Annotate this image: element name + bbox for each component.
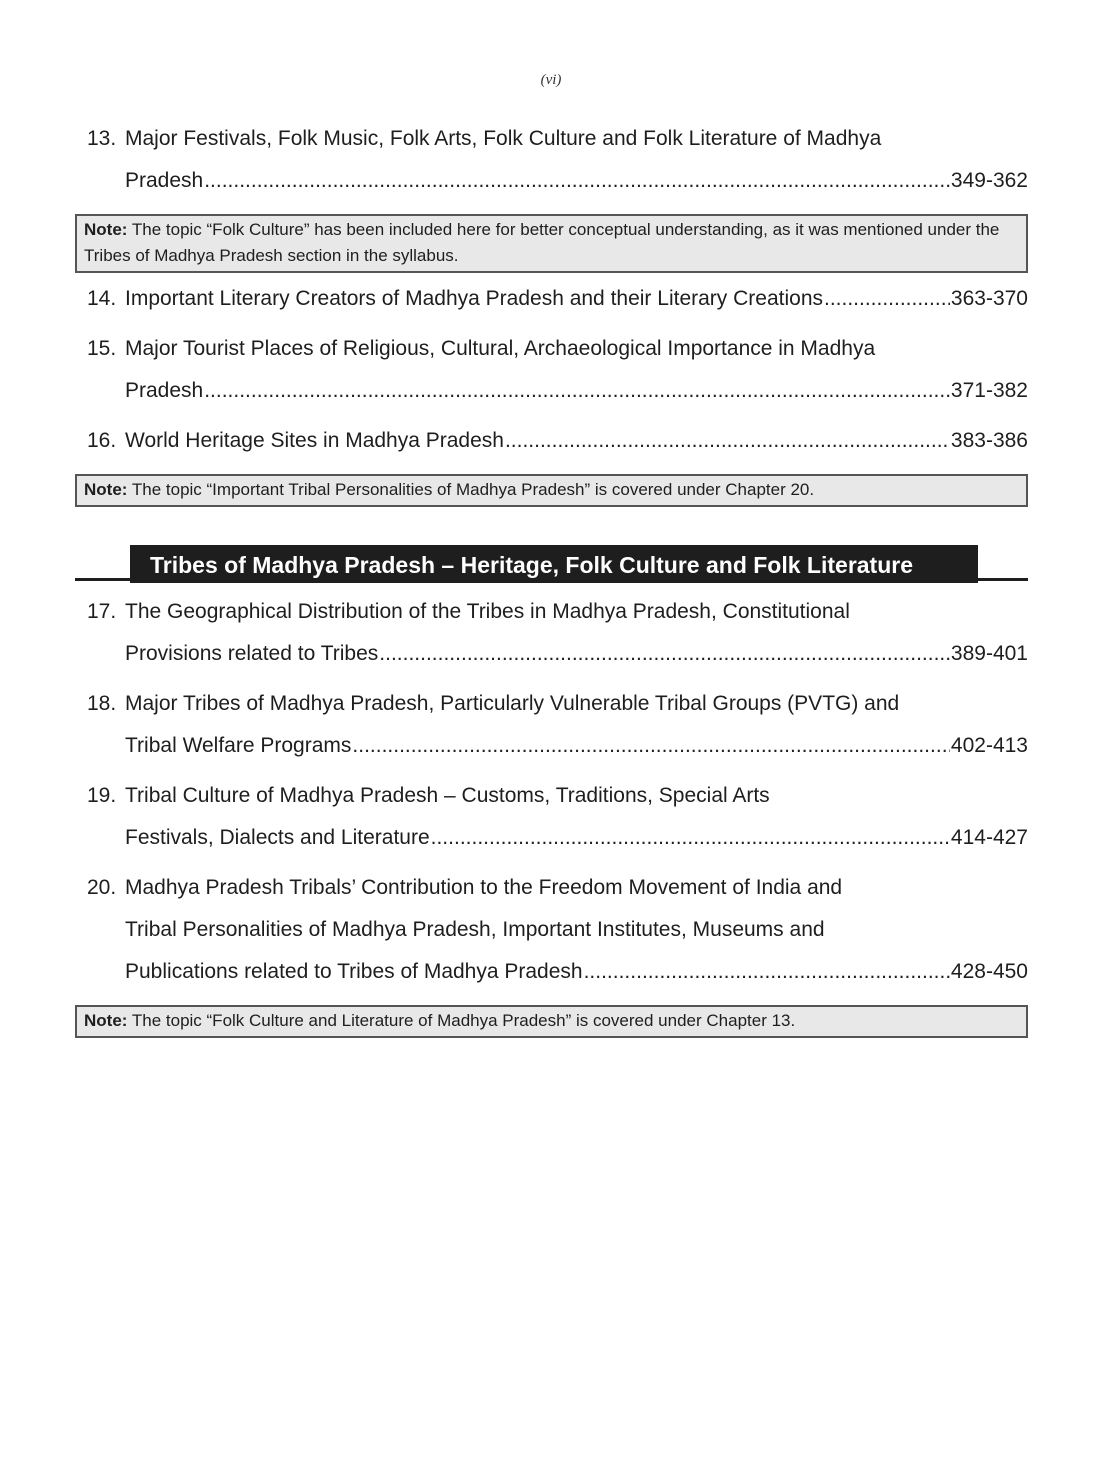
entry-spacer <box>75 993 1028 1001</box>
entry-line <box>75 328 1028 370</box>
entry-leader-line <box>75 278 1028 320</box>
chapter-number: 15. <box>87 337 117 360</box>
chapter-title-line: Major Tourist Places of Religious, Cultural, Archaeological Importance in Madhya <box>125 337 876 360</box>
toc-entry[interactable] <box>75 683 1028 775</box>
page-range: 402-413 <box>950 734 1028 757</box>
entry-spacer <box>75 767 1028 775</box>
toc-entry[interactable] <box>75 867 1028 1001</box>
section-heading <box>75 539 1028 583</box>
chapter-number: 18. <box>87 692 117 715</box>
entry-leader-line <box>75 817 1028 859</box>
dot-leader <box>505 420 950 462</box>
entry-spacer <box>75 859 1028 867</box>
dot-leader <box>379 633 950 675</box>
entry-leader-line <box>75 160 1028 202</box>
note-box <box>75 214 1028 273</box>
toc-entry[interactable] <box>75 328 1028 420</box>
note-label: Note: <box>84 220 128 239</box>
chapter-title-line: Festivals, Dialects and Literature <box>125 826 430 849</box>
page-number: (vi) <box>540 72 562 88</box>
entry-spacer <box>75 675 1028 683</box>
entry-leader-line <box>75 370 1028 412</box>
chapter-title-line: Pradesh <box>125 169 204 192</box>
note-text: The topic “Folk Culture” has been included here for better conceptual understanding, as it was mentioned under the Tribes of Madhya Pradesh section in the syllabus. <box>84 220 1000 265</box>
dot-leader <box>431 817 950 859</box>
note-box <box>75 1005 1028 1038</box>
entry-line <box>75 775 1028 817</box>
entry-line <box>75 591 1028 633</box>
chapter-title-line: Publications related to Tribes of Madhya Pradesh <box>125 960 583 983</box>
chapter-title-line: World Heritage Sites in Madhya Pradesh <box>125 429 504 452</box>
chapter-title-line: Provisions related to Tribes <box>125 642 379 665</box>
note-label: Note: <box>84 480 128 499</box>
page-range: 383-386 <box>950 429 1028 452</box>
entry-leader-line <box>75 951 1028 993</box>
page-range: 414-427 <box>950 826 1028 849</box>
toc-entry[interactable] <box>75 278 1028 328</box>
dot-leader <box>584 951 950 993</box>
chapter-number: 14. <box>87 287 117 310</box>
chapter-title-line: Major Tribes of Madhya Pradesh, Particularly Vulnerable Tribal Groups (PVTG) and <box>125 692 900 715</box>
chapter-number: 20. <box>87 876 117 899</box>
section-title: Tribes of Madhya Pradesh – Heritage, Folk Culture and Folk Literature <box>130 545 978 583</box>
dot-leader <box>204 370 950 412</box>
page-range: 363-370 <box>950 287 1028 310</box>
chapter-title-line: Tribal Welfare Programs <box>125 734 352 757</box>
entry-leader-line <box>75 633 1028 675</box>
entry-leader-line <box>75 420 1028 462</box>
entry-leader-line <box>75 725 1028 767</box>
note-text: The topic “Important Tribal Personalities of Madhya Pradesh” is covered under Chapter 20. <box>127 480 815 499</box>
toc-content <box>75 118 1028 1043</box>
toc-group-b <box>75 278 1028 470</box>
toc-entry[interactable] <box>75 420 1028 470</box>
toc-group-c <box>75 591 1028 1001</box>
entry-spacer <box>75 202 1028 210</box>
chapter-title-line: The Geographical Distribution of the Tribes in Madhya Pradesh, Constitutional <box>125 600 850 623</box>
dot-leader <box>824 278 950 320</box>
chapter-title-line: Important Literary Creators of Madhya Pradesh and their Literary Creations <box>125 287 823 310</box>
toc-group-a <box>75 118 1028 210</box>
entry-line <box>75 909 1028 951</box>
entry-spacer <box>75 320 1028 328</box>
dot-leader <box>204 160 950 202</box>
page-range: 389-401 <box>950 642 1028 665</box>
note-label: Note: <box>84 1011 128 1030</box>
chapter-number: 16. <box>87 429 117 452</box>
chapter-title-line: Pradesh <box>125 379 204 402</box>
chapter-title-line: Tribal Personalities of Madhya Pradesh, Important Institutes, Museums and <box>125 918 825 941</box>
toc-entry[interactable] <box>75 775 1028 867</box>
chapter-number: 19. <box>87 784 117 807</box>
page-range: 428-450 <box>950 960 1028 983</box>
toc-entry[interactable] <box>75 118 1028 210</box>
chapter-title-line: Tribal Culture of Madhya Pradesh – Customs, Traditions, Special Arts <box>125 784 770 807</box>
entry-line <box>75 118 1028 160</box>
dot-leader <box>352 725 950 767</box>
note-box <box>75 474 1028 507</box>
chapter-title-line: Major Festivals, Folk Music, Folk Arts, Folk Culture and Folk Literature of Madhya <box>125 127 882 150</box>
entry-line <box>75 683 1028 725</box>
page-range: 349-362 <box>950 169 1028 192</box>
entry-spacer <box>75 412 1028 420</box>
chapter-number: 13. <box>87 127 117 150</box>
entry-line <box>75 867 1028 909</box>
note-text: The topic “Folk Culture and Literature of Madhya Pradesh” is covered under Chapter 13. <box>127 1011 796 1030</box>
page-range: 371-382 <box>950 379 1028 402</box>
entry-spacer <box>75 462 1028 470</box>
chapter-number: 17. <box>87 600 117 623</box>
toc-entry[interactable] <box>75 591 1028 683</box>
chapter-title-line: Madhya Pradesh Tribals’ Contribution to the Freedom Movement of India and <box>125 876 843 899</box>
